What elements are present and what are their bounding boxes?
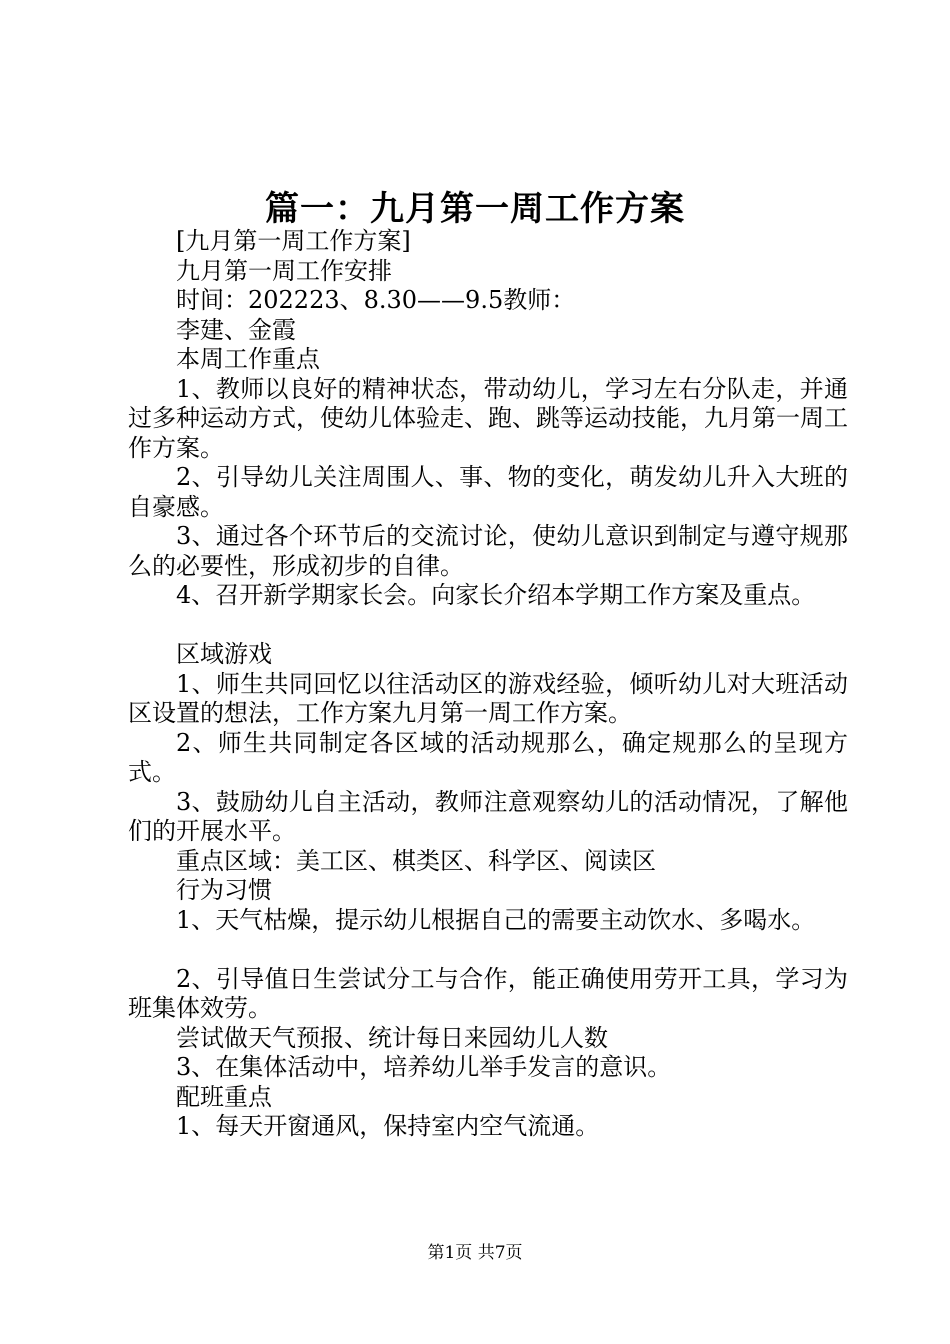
section-heading: 行为习惯 (176, 876, 272, 904)
paragraph: 重点区域：美工区、棋类区、科学区、阅读区 (176, 846, 656, 875)
paragraph: 尝试做天气预报、统计每日来园幼儿人数 (176, 1023, 608, 1052)
paragraph: 1、师生共同回忆以往活动区的游戏经验，倾听幼儿对大班活动区设置的想法，工作方案九月第一周工作方案。 (128, 669, 848, 727)
document-body (128, 227, 848, 1142)
paragraph: 3、通过各个环节后的交流讨论，使幼儿意识到制定与遵守规那么的必要性，形成初步的自律。 (128, 522, 848, 580)
section-heading: 配班重点 (176, 1082, 272, 1111)
paragraph: 3、在集体活动中，培养幼儿举手发言的意识。 (176, 1053, 672, 1081)
blank-line (128, 611, 848, 641)
paragraph: [九月第一周工作方案] (176, 227, 411, 255)
section-heading: 本周工作重点 (176, 345, 320, 373)
paragraph: 4、召开新学期家长会。向家长介绍本学期工作方案及重点。 (176, 581, 816, 609)
paragraph: 1、每天开窗通风，保持室内空气流通。 (176, 1112, 600, 1140)
paragraph: 2、引导幼儿关注周围人、事、物的变化，萌发幼儿升入大班的自豪感。 (128, 463, 848, 521)
paragraph: 时间：202223、8.30——9.5教师： (176, 286, 576, 314)
paragraph: 李建、金霞 (176, 315, 296, 344)
paragraph: 1、天气枯燥，提示幼儿根据自己的需要主动饮水、多喝水。 (176, 905, 816, 934)
paragraph: 1、教师以良好的精神状态，带动幼儿，学习左右分队走，并通过多种运动方式，使幼儿体验走、跑、跳等运动技能，九月第一周工作方案。 (128, 374, 848, 462)
paragraph: 2、引导值日生尝试分工与合作，能正确使用劳开工具，学习为班集体效劳。 (128, 964, 848, 1022)
page-number: 第1页 共7页 (427, 1243, 523, 1263)
paragraph: 九月第一周工作安排 (176, 256, 392, 285)
document-title: 篇一：九月第一周工作方案 (265, 189, 685, 229)
blank-line (128, 935, 848, 965)
paragraph: 3、鼓励幼儿自主活动，教师注意观察幼儿的活动情况，了解他们的开展水平。 (128, 787, 848, 845)
paragraph: 2、师生共同制定各区域的活动规那么，确定规那么的呈现方式。 (128, 728, 848, 786)
section-heading: 区域游戏 (176, 640, 272, 668)
